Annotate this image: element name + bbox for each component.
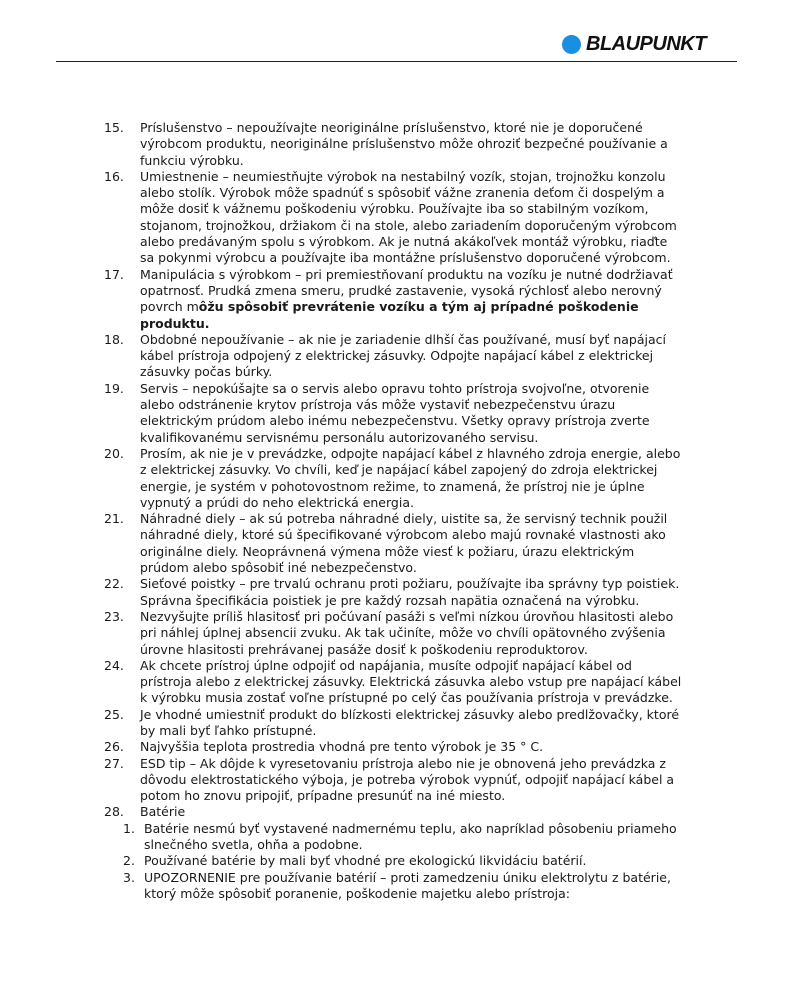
list-item [104, 739, 684, 755]
sub-item-number: 2. [123, 853, 135, 869]
sub-item-text: UPOZORNENIE pre používanie batérií – proti zamedzeniu úniku elektrolytu z batérie, ktorý môže spôsobiť poranenie, poškodenie majetku alebo prístroja: [144, 869, 671, 901]
item-number: 24. [104, 657, 124, 673]
list-item [104, 658, 684, 707]
item-text: Obdobné nepoužívanie – ak nie je zariadenie dlhší čas používané, musí byť napájací kábel prístroja odpojený z elektrickej zásuvky. Odpojte napájací kábel z elektrickej zásuvky počas búrky. [140, 331, 666, 380]
sub-list-item [104, 853, 684, 869]
brand-name: BLAUPUNKT [586, 33, 706, 55]
item-number: 19. [104, 380, 124, 396]
list-item [104, 576, 684, 609]
sub-item-text: Batérie nesmú byť vystavené nadmernému teplu, ako napríklad pôsobeniu priameho slnečného svetla, ohňa a podobne. [144, 820, 677, 853]
item-text: Manipulácia s výrobkom – pri premiestňovaní produktu na vozíku je nutné dodržiavať opatrnosť. Prudká zmena smeru, prudké zastavenie, vysoká rýchlosť alebo nerovný povrch m [140, 266, 673, 315]
item-number: 20. [104, 445, 124, 461]
item-number: 22. [104, 576, 124, 592]
list-item [104, 120, 684, 169]
header-divider [56, 61, 737, 62]
item-number: 28. [104, 804, 124, 820]
item-text: Servis – nepokúšajte sa o servis alebo opravu tohto prístroja svojvoľne, otvorenie alebo odstránenie krytov prístroja vás môže vystaviť nebezpečenstvu úrazu elektrickým prúdom alebo inému nebezpečenstvu. Všetky opravy prístroja zverte kvalifikovanému servisnému personálu autorizovaného servisu. [140, 380, 650, 445]
item-text: Náhradné diely – ak sú potreba náhradné diely, uistite sa, že servisný technik použil náhradné diely, ktoré sú špecifikované výrobcom alebo majú rovnaké vlastnosti ako originálne diely. Neoprávnená výmena môže viesť k požiaru, úrazu elektrickým prúdom alebo spôsobiť iné nebezpečenstvo. [140, 511, 668, 576]
item-bold-text: ôžu spôsobiť prevrátenie vozíku a tým aj prípadné poškodenie produktu. [140, 299, 639, 331]
item-text: ESD tip – Ak dôjde k vyresetovaniu prístroja alebo nie je obnovená jeho prevádzka z dôvodu elektrostatického výboja, je potreba výrobok vypnúť, odpojiť napájací kábel a potom ho znovu pripojiť, prípadne presunúť na iné miesto. [140, 755, 675, 804]
list-item [104, 609, 684, 658]
item-text: Príslušenstvo – nepoužívajte neoriginálne príslušenstvo, ktoré nie je doporučené výrobcom produktu, neoriginálne príslušenstvo môže ohroziť bezpečné používanie a funkciu výrobku. [140, 120, 668, 168]
list-item [104, 381, 684, 446]
item-number: 21. [104, 511, 124, 527]
item-number: 16. [104, 168, 124, 184]
list-item [104, 332, 684, 381]
item-number: 27. [104, 755, 124, 771]
safety-instructions [104, 120, 684, 902]
list-item [104, 511, 684, 576]
item-text: Nezvyšujte príliš hlasitosť pri počúvaní pasáži s veľmi nízkou úrovňou hlasitosti alebo pri náhlej úplnej absencii zvuku. Ak tak učiníte, môže vo chvíli opätovného zvýšenia úrovne hlasitosti prehrávanej pasáže dosiť k poškodeniu reproduktorov. [140, 608, 674, 657]
item-text: Sieťové poistky – pre trvalú ochranu proti požiaru, používajte iba správny typ poistiek. Správna špecifikácia poistiek je pre každý rozsah napätia označená na výrobku. [140, 576, 680, 608]
item-text: Ak chcete prístroj úplne odpojiť od napájania, musíte odpojiť napájací kábel od prístroja alebo z elektrickej zásuvky. Elektrická zásuvka alebo vstup pre napájací kábel k výrobku musia zostať voľne prístupné po celý čas používania prístroja v prevádzke. [140, 657, 682, 706]
item-number: 25. [104, 706, 124, 722]
page-header [0, 0, 794, 62]
item-number: 18. [104, 331, 124, 347]
item-number: 15. [104, 120, 124, 135]
sub-list-item [104, 870, 684, 903]
sub-item-text: Používané batérie by mali byť vhodné pre ekologickú likvidáciu batérií. [144, 853, 587, 869]
item-number: 26. [104, 739, 124, 755]
brand-logo [562, 33, 706, 55]
sub-list-item [104, 821, 684, 854]
list-item [104, 169, 684, 267]
item-number: 17. [104, 266, 124, 282]
list-item [104, 707, 684, 740]
list-item [104, 446, 684, 511]
item-text: Prosím, ak nie je v prevádzke, odpojte napájací kábel z hlavného zdroja energie, alebo z elektrickej zásuvky. Vo chvíli, keď je napájací kábel zapojený do zdroja elektrickej energie, je systém v pohotovostnom režime, to znamená, že prístroj nie je úplne vypnutý a prúdi do neho elektrická energia. [140, 445, 681, 510]
item-text: Je vhodné umiestniť produkt do blízkosti elektrickej zásuvky alebo predlžovačky, ktoré by mali byť ľahko prístupné. [140, 706, 680, 738]
sub-item-number: 3. [123, 869, 135, 885]
brand-dot-icon [562, 35, 581, 54]
item-number: 23. [104, 608, 124, 624]
list-item [104, 804, 684, 820]
list-item [104, 267, 684, 332]
sub-item-number: 1. [123, 820, 135, 836]
list-item [104, 756, 684, 805]
item-text: Batérie [140, 804, 186, 820]
item-text: Umiestnenie – neumiestňujte výrobok na nestabilný vozík, stojan, trojnožku konzolu alebo stolík. Výrobok môže spadnúť s spôsobiť vážne zranenia deťom či dospelým a môže dosiť k vážnemu poškodeniu výrobku. Používajte iba so stabilným vozíkom, stojanom, trojnožkou, držiakom či na stole, alebo zariadením doporučeným výrobcom alebo predávaným spolu s výrobkom. Ak je nutná akákoľvek montáž výrobku, riaďte sa pokynmi výrobcu a používajte iba montážne príslušenstvo doporučené výrobcom. [140, 168, 677, 266]
item-text: Najvyššia teplota prostredia vhodná pre tento výrobok je 35 ° C. [140, 739, 544, 755]
